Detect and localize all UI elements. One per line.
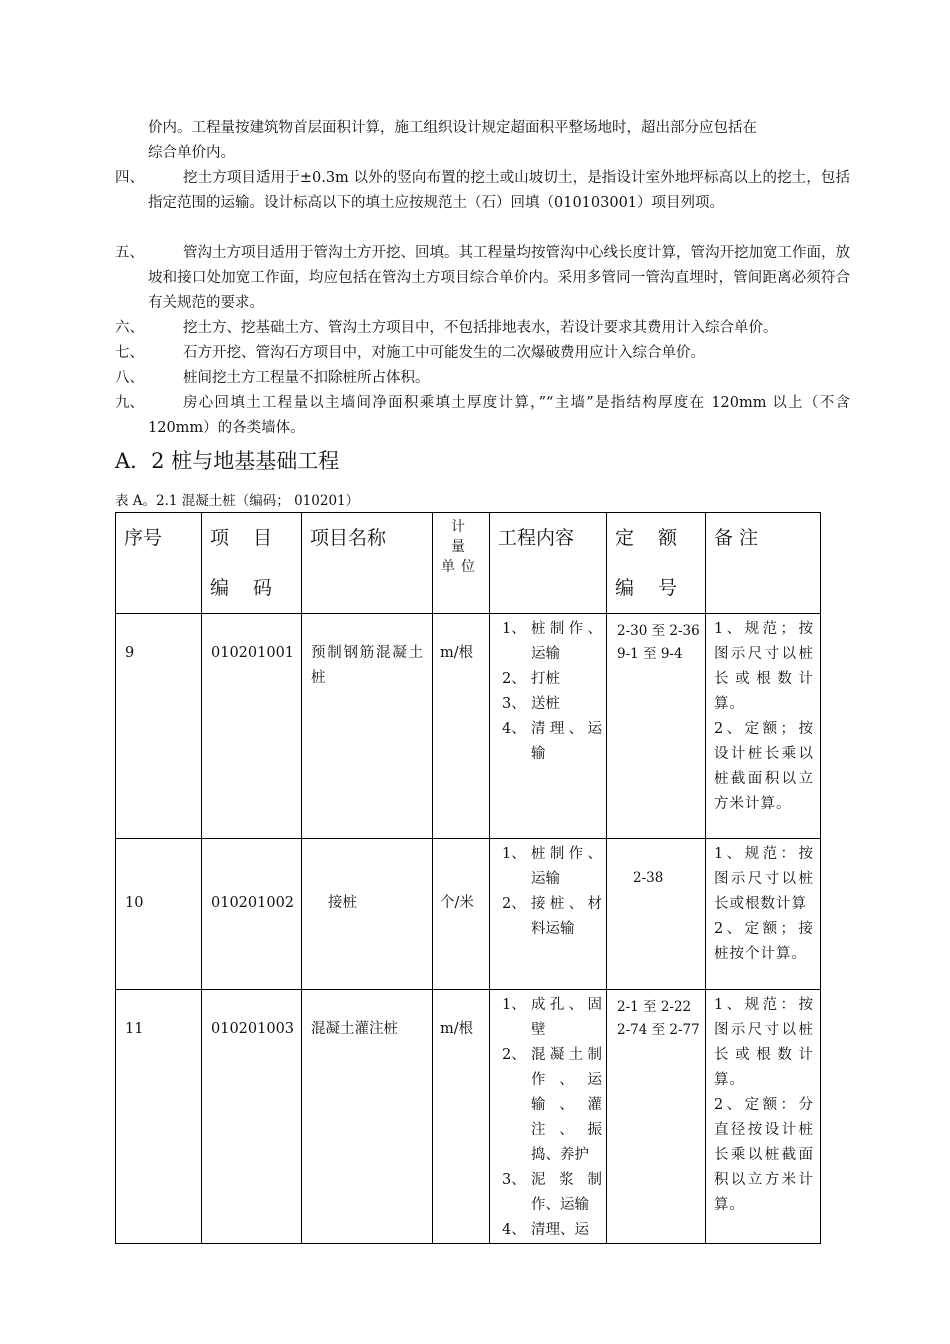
list-item: 2、 混凝土制作、运输、灌注、振捣、养护 xyxy=(502,1047,602,1163)
paragraph-text: 挖土方、挖基础土方、管沟土方项目中，不包括排地表水，若设计要求其费用计入综合单价。 xyxy=(183,320,778,336)
list-item: 4、 清理、运输 xyxy=(502,721,602,762)
cell-seq: 10 xyxy=(116,839,202,990)
quota-line-2: 9-1 至 9-4 xyxy=(617,646,683,662)
paragraph-number: 九、 xyxy=(115,395,144,411)
cell-name: 预制钢筋混凝土桩 xyxy=(302,614,433,839)
quota-line-1: 2-30 至 2-36 xyxy=(617,623,700,639)
cell-unit: m/根 xyxy=(433,614,490,839)
list-item: 4、 清理、运 xyxy=(502,1222,589,1238)
paragraph-number: 六、 xyxy=(115,320,144,336)
list-item: 3、 送桩 xyxy=(502,696,560,712)
note-line-1: 1、规范；按图示尺寸以桩长或根数计算。 xyxy=(714,621,814,712)
list-item: 1、 桩制作、运输 xyxy=(502,621,602,662)
cell-name: 接桩 xyxy=(302,839,433,990)
paragraph-text: 桩间挖土方工程量不扣除桩所占体积。 xyxy=(183,370,430,386)
paragraph-text: 挖土方项目适用于±0.3m 以外的竖向布置的挖土或山坡切土，是指设计室外地坪标高以上的挖土，包括指定范围的运输。设计标高以下的填土应按规范土（石）回填（010103001）项目列项。 xyxy=(148,170,850,211)
paragraph-text: 管沟土方项目适用于管沟土方开挖、回填。其工程量均按管沟中心线长度计算，管沟开挖加宽工作面，放坡和接口处加宽工作面，均应包括在管沟土方项目综合单价内。采用多管同一管沟直埋时，管间距离必须符合有关规范的要求。 xyxy=(148,245,850,311)
cell-content xyxy=(490,839,607,990)
cell-quota xyxy=(607,990,706,1244)
paragraph-5 xyxy=(115,241,850,316)
note-line-1: 1、规范：按图示尺寸以桩长或根数计算。 xyxy=(714,997,814,1088)
header-name: 项目名称 xyxy=(302,513,433,614)
paragraph-text: 石方开挖、管沟石方项目中，对施工中可能发生的二次爆破费用应计入综合单价。 xyxy=(183,345,705,361)
paragraph-number: 七、 xyxy=(115,345,144,361)
list-item: 1、 桩制作、运输 xyxy=(502,846,602,887)
table-row xyxy=(116,839,821,990)
table-caption: 表 A。2.1 混凝土桩（编码； 010201） xyxy=(115,493,360,509)
section-title: A．2 桩与地基基础工程 xyxy=(115,449,340,473)
cell-seq: 11 xyxy=(116,990,202,1244)
quota-line-1: 2-38 xyxy=(633,870,664,886)
paragraph-number: 四、 xyxy=(115,170,144,186)
cell-content xyxy=(490,990,607,1244)
cell-code: 010201002 xyxy=(202,839,302,990)
note-line-2: 2、定额；按设计桩长乘以桩截面积以立方米计算。 xyxy=(714,721,814,812)
list-item: 3、 泥浆制作、运输 xyxy=(502,1172,602,1213)
quota-line-1: 2-1 至 2-22 xyxy=(617,999,692,1015)
header-seq: 序号 xyxy=(116,513,202,614)
cell-unit: 个/米 xyxy=(433,839,490,990)
paragraph-number: 八、 xyxy=(115,370,144,386)
header-content: 工程内容 xyxy=(490,513,607,614)
cell-note xyxy=(706,839,821,990)
paragraph-number: 五、 xyxy=(115,245,144,261)
note-line-1: 1、规范：按图示尺寸以桩长或根数计算 xyxy=(714,846,814,912)
paragraph-text: 房心回填土工程量以主墙间净面积乘填土厚度计算，”“主墙”是指结构厚度在 120mm 以上（不含 120mm）的各类墙体。 xyxy=(148,395,850,436)
cell-seq: 9 xyxy=(116,614,202,839)
list-item: 1、 成孔、固壁 xyxy=(502,997,602,1038)
cell-code: 010201003 xyxy=(202,990,302,1244)
cell-unit: m/根 xyxy=(433,990,490,1244)
cell-quota xyxy=(607,839,706,990)
cell-content xyxy=(490,614,607,839)
cell-note xyxy=(706,990,821,1244)
header-unit: 计 量 单位 xyxy=(433,513,490,614)
paragraph-9 xyxy=(115,391,850,441)
cell-name: 混凝土灌注桩 xyxy=(302,990,433,1244)
header-quota: 定 额 编 号 xyxy=(607,513,706,614)
cell-note xyxy=(706,614,821,839)
intro-continuation xyxy=(148,116,850,166)
cell-code: 010201001 xyxy=(202,614,302,839)
note-line-2: 2、定额：分直径按设计桩长乘以桩截面积以立方米计算。 xyxy=(714,1097,814,1213)
paragraph-6 xyxy=(115,316,850,341)
table-row xyxy=(116,990,821,1244)
paragraph-8 xyxy=(115,366,850,391)
paragraph-4 xyxy=(115,166,850,216)
concrete-pile-table xyxy=(115,512,821,1244)
list-item: 2、 打桩 xyxy=(502,671,560,687)
header-note: 备 注 xyxy=(706,513,821,614)
intro-line-2: 综合单价内。 xyxy=(148,145,235,161)
quota-line-2: 2-74 至 2-77 xyxy=(617,1022,700,1038)
intro-line-1: 价内。工程量按建筑物首层面积计算，施工组织设计规定超面积平整场地时，超出部分应包括在 xyxy=(148,120,757,136)
list-item: 2、 接桩、材料运输 xyxy=(502,896,602,937)
table-row xyxy=(116,614,821,839)
cell-quota xyxy=(607,614,706,839)
note-line-2: 2、定额；接桩按个计算。 xyxy=(714,921,814,962)
table-header-row xyxy=(116,513,821,614)
header-code: 项 目 编 码 xyxy=(202,513,302,614)
paragraph-7 xyxy=(115,341,850,366)
